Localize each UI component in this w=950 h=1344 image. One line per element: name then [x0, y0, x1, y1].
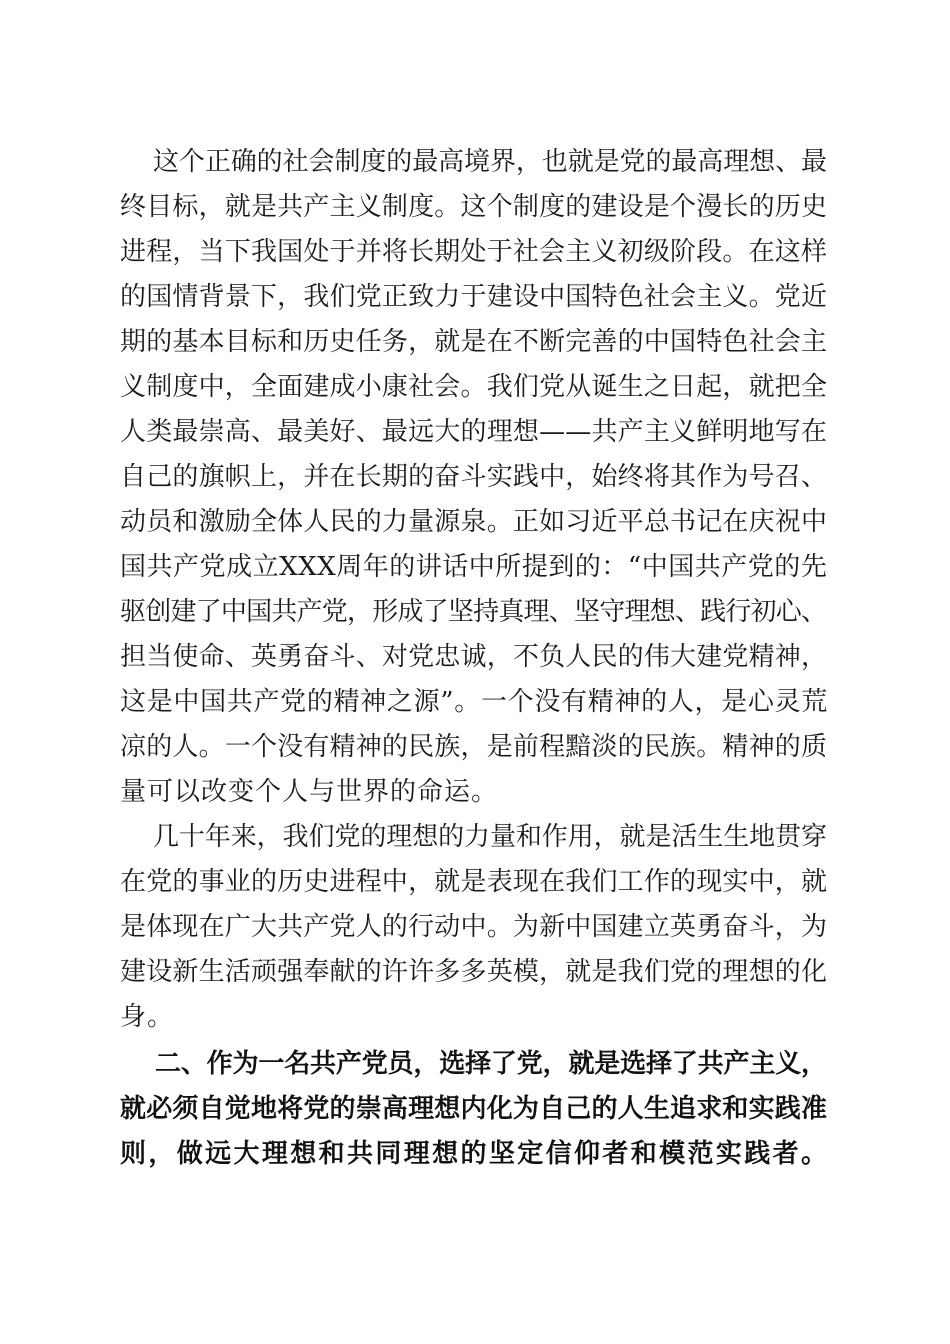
paragraph-line: 量可以改变个人与世界的命运。 — [120, 777, 499, 807]
paragraph-line: 这是中国共产党的精神之源”。一个没有精神的人，是心灵荒 — [120, 687, 828, 717]
paragraph-line: 义制度中，全面建成小康社会。我们党从诞生之日起，就把全 — [120, 372, 828, 402]
paragraph-line: 是体现在广大共产党人的行动中。为新中国建立英勇奋斗，为 — [120, 912, 828, 942]
paragraph-line: 身。 — [120, 1002, 175, 1032]
paragraph-line: 驱创建了中国共产党，形成了坚持真理、坚守理想、践行初心、 — [120, 597, 827, 627]
heading-line: 二、作为一名共产党员，选择了党，就是选择了共产主义， — [155, 1049, 827, 1079]
paragraph-line: 凉的人。一个没有精神的民族，是前程黯淡的民族。精神的质 — [120, 732, 828, 762]
paragraph-line: 动员和激励全体人民的力量源泉。正如习近平总书记在庆祝中 — [120, 507, 828, 537]
paragraph-line: 自己的旗帜上，并在长期的奋斗实践中，始终将其作为号召、 — [120, 462, 828, 492]
paragraph-line: 在党的事业的历史进程中，就是表现在我们工作的现实中，就 — [120, 867, 828, 897]
paragraph-line: 这个正确的社会制度的最高境界，也就是党的最高理想、最 — [153, 147, 827, 177]
paragraph-line: 人类最崇高、最美好、最远大的理想——共产主义鲜明地写在 — [120, 417, 828, 447]
heading-line: 则，做远大理想和共同理想的坚定信仰者和模范实践者。 — [120, 1139, 830, 1169]
paragraph-line: 国共产党成立XXX周年的讲话中所提到的：“中国共产党的先 — [120, 552, 828, 582]
paragraph-line: 建设新生活顽强奉献的许许多多英模，就是我们党的理想的化 — [120, 957, 828, 987]
paragraph-line: 进程，当下我国处于并将长期处于社会主义初级阶段。在这样 — [120, 237, 828, 267]
paragraph-line: 的国情背景下，我们党正致力于建设中国特色社会主义。党近 — [120, 282, 828, 312]
paragraph-line: 期的基本目标和历史任务，就是在不断完善的中国特色社会主 — [120, 327, 828, 357]
paragraph-line: 担当使命、英勇奋斗、对党忠诚，不负人民的伟大建党精神， — [120, 642, 828, 672]
paragraph-line: 终目标，就是共产主义制度。这个制度的建设是个漫长的历史 — [120, 192, 828, 222]
heading-line: 就必须自觉地将党的崇高理想内化为自己的人生追求和实践准 — [120, 1094, 828, 1124]
paragraph-line: 几十年来，我们党的理想的力量和作用，就是活生生地贯穿 — [153, 822, 827, 852]
